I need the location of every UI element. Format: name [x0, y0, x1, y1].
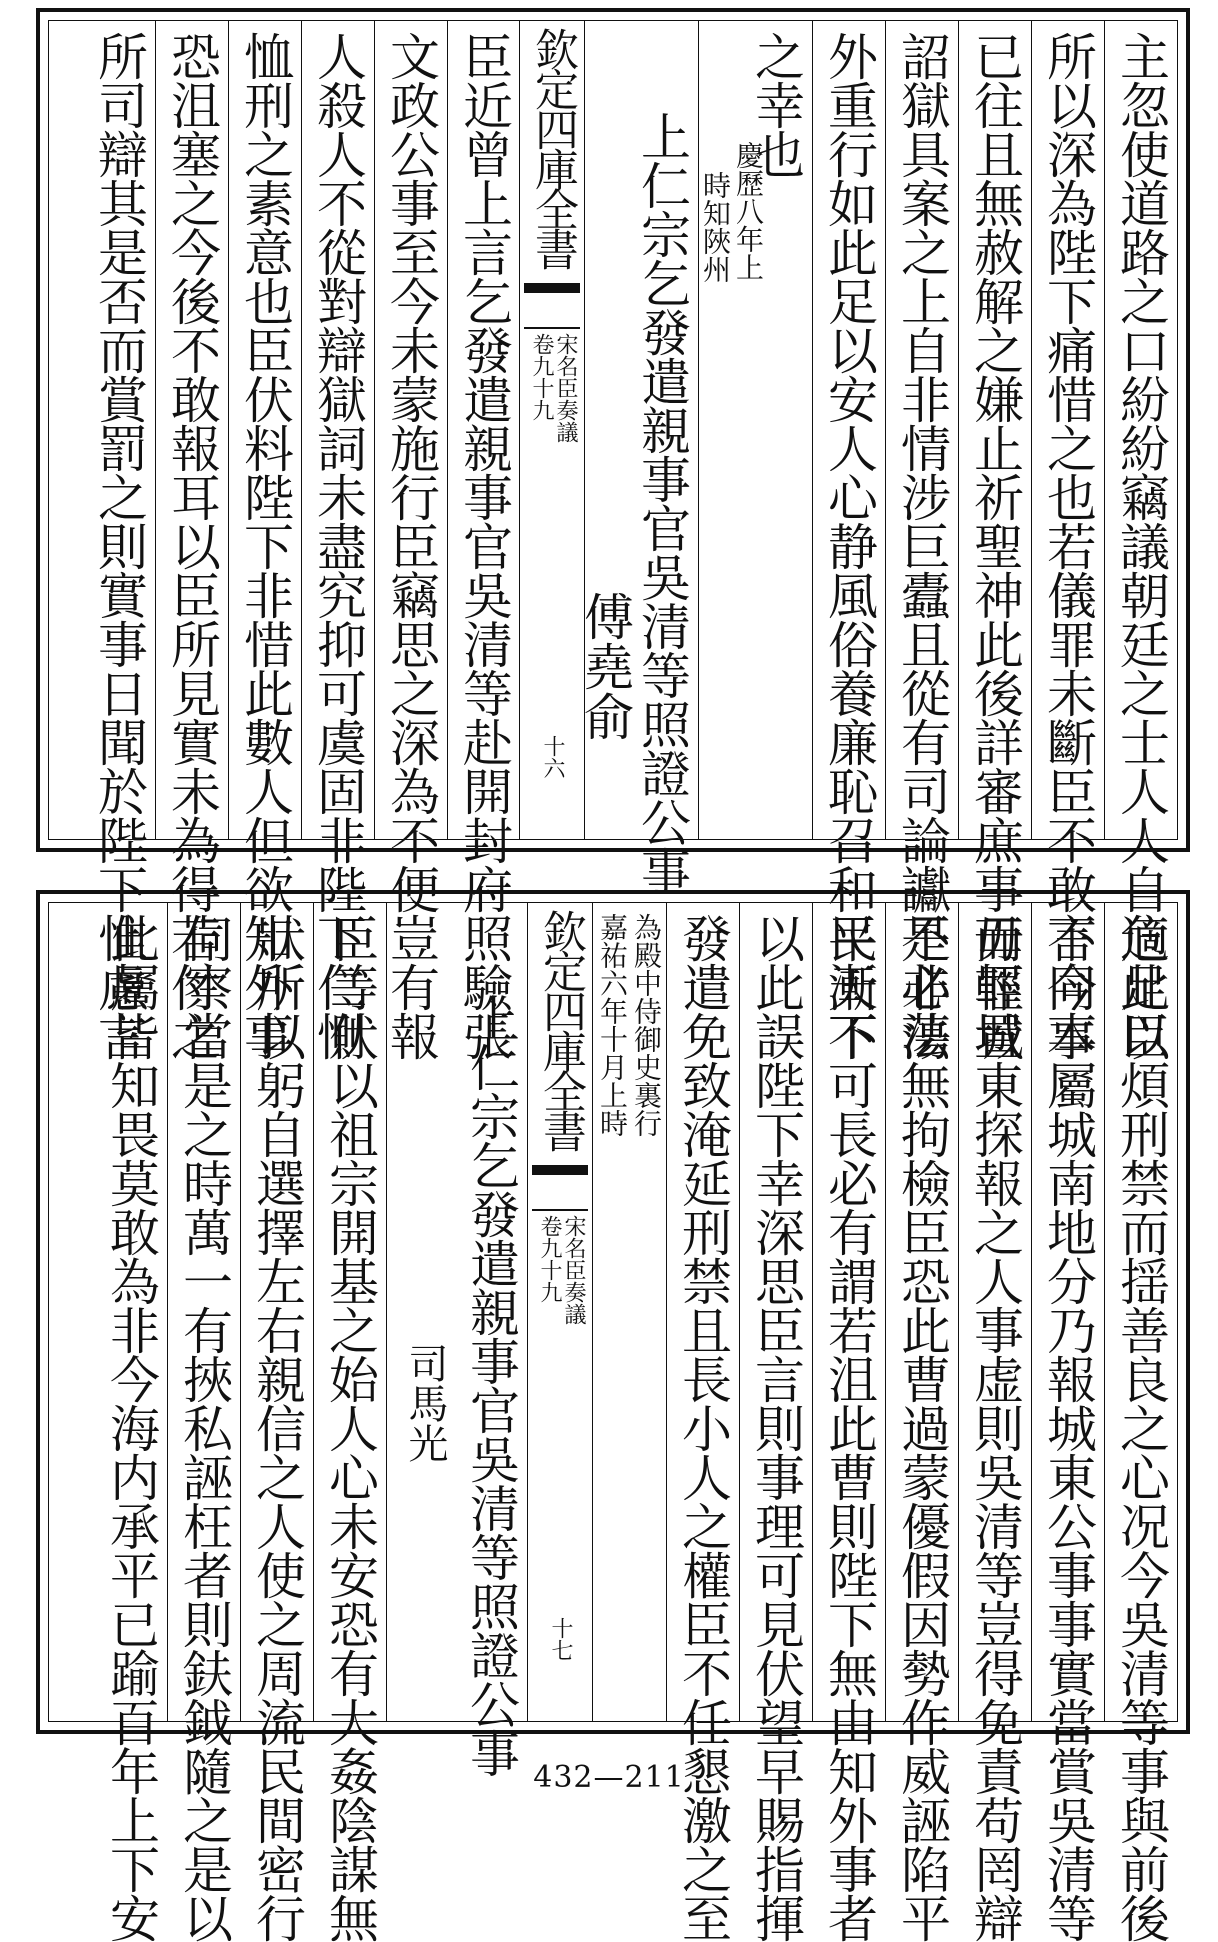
- text-column: 以此誤陛下幸深思臣言則事理可見伏望早賜指揮: [747, 913, 805, 1942]
- source-title: 宋名臣奏議: [561, 1215, 586, 1325]
- dateline-2: 為殿中侍御史裏行: [630, 913, 663, 1137]
- column-rule: [374, 21, 375, 839]
- text-column: 之幸也: [747, 31, 805, 178]
- source-title: 宋名臣奏議: [553, 333, 578, 443]
- dateline-2: 時知陜州: [699, 171, 732, 283]
- leaf-number: 十六: [540, 735, 565, 779]
- dateline: 嘉祐六年十月上時: [596, 913, 629, 1137]
- column-rule: [155, 21, 156, 839]
- book-title: 欽定四庫全書: [527, 27, 578, 267]
- fishtail-mark: [532, 1165, 588, 1211]
- text-column: 恐沮塞之今後不敢報耳以臣所見實未為得若付之: [163, 31, 221, 1060]
- text-column: 恤刑之素意也臣伏料陛下非惜此數人但欲知外事: [236, 31, 294, 1060]
- text-column: 外重行如此足以安人心静風俗養廉恥召和平天下: [820, 31, 878, 1060]
- page-number: 432—211: [533, 1760, 685, 1795]
- column-rule: [301, 21, 302, 839]
- text-column: 詔獄具案之上自非情涉巨蠹且從有司論讞不必法: [893, 31, 951, 1060]
- text-column: 發遣免致淹延刑禁且長小人之權臣不任懇激之至: [674, 913, 732, 1942]
- text-column: 所司辯其是否而賞罰之則實事日聞於陛下惟慮言: [90, 31, 148, 1060]
- author: 司馬光: [402, 1343, 448, 1463]
- text-column: 此屬皆知畏莫敢為非今海内承平已踰百年上下安: [102, 913, 160, 1942]
- text-column: 伺察當是之時萬一有挾私誣枉者則鈇鉞隨之是以: [175, 913, 233, 1942]
- column-rule: [1031, 21, 1032, 839]
- column-rule: [739, 903, 740, 1721]
- text-column: 狀所以躬自選擇左右親信之人使之周流民間密行: [248, 913, 306, 1942]
- author: 傅堯俞: [576, 591, 634, 741]
- text-column: 是非蕩無拘檢臣恐此曹過蒙優假因勢作威誣陷平: [893, 913, 951, 1942]
- text-column: 適足以煩刑禁而揺善良之心况今吳清等事與前後: [1112, 913, 1170, 1942]
- fold-margin: [519, 21, 585, 839]
- column-rule: [958, 903, 959, 1721]
- column-rule: [386, 903, 387, 1721]
- text-column: 不同本屬城南地分乃報城東公事事實當賞吳清等: [1039, 913, 1097, 1942]
- column-rule: [812, 903, 813, 1721]
- column-rule: [447, 21, 448, 839]
- dateline: 慶歷八年上: [732, 141, 765, 281]
- book-title: 欽定四庫全書: [535, 909, 586, 1149]
- volume-number: 卷九十九: [537, 1215, 562, 1303]
- column-rule: [1031, 903, 1032, 1721]
- memorial-title: 上仁宗乞發遣親事官吳清等照證公事: [462, 993, 520, 1777]
- text-column: 所以深為陛下痛惜之也若儀罪未斷臣不敢言今事: [1039, 31, 1097, 1060]
- text-column: 而罪城東探報之人事虚則吳清等豈得免責苟罔辯: [966, 913, 1024, 1942]
- column-rule: [313, 903, 314, 1721]
- column-rule: [885, 21, 886, 839]
- memorial-title: 上仁宗乞發遣親事官吳清等照證公事: [633, 111, 691, 895]
- column-rule: [1104, 903, 1105, 1721]
- text-column: 人殺人不從對辯獄詞未盡究抑可虞固非陛下仁惻: [309, 31, 367, 1060]
- text-column: 主忽使道路之口紛紛竊議朝廷之士人人自危此臣: [1112, 31, 1170, 1060]
- fishtail-mark: [524, 283, 580, 329]
- column-rule: [958, 21, 959, 839]
- text-column: 已往且無赦解之嫌止祈聖神此後詳審庶事毋輕置: [966, 31, 1024, 1060]
- column-rule: [812, 21, 813, 839]
- column-rule: [228, 21, 229, 839]
- text-column: 臣近曾上言乞發遣親事官吳清等赴開封府照驗張: [455, 31, 513, 1060]
- text-column: 臣等伏以祖宗開基之始人心未安恐有大姦陰謀無: [321, 913, 379, 1942]
- column-rule: [666, 903, 667, 1721]
- volume-number: 卷九十九: [529, 333, 554, 421]
- leaf-number: 十七: [548, 1617, 573, 1661]
- column-rule: [698, 21, 699, 839]
- column-rule: [240, 903, 241, 1721]
- text-column: 文政公事至今未蒙施行臣竊思之深為不便豈有報: [382, 31, 440, 1060]
- fold-margin: [527, 903, 593, 1721]
- column-rule: [1104, 21, 1105, 839]
- text-column: 民漸不可長必有謂若沮此曹則陛下無由知外事者: [820, 913, 878, 1942]
- column-rule: [167, 903, 168, 1721]
- column-rule: [885, 903, 886, 1721]
